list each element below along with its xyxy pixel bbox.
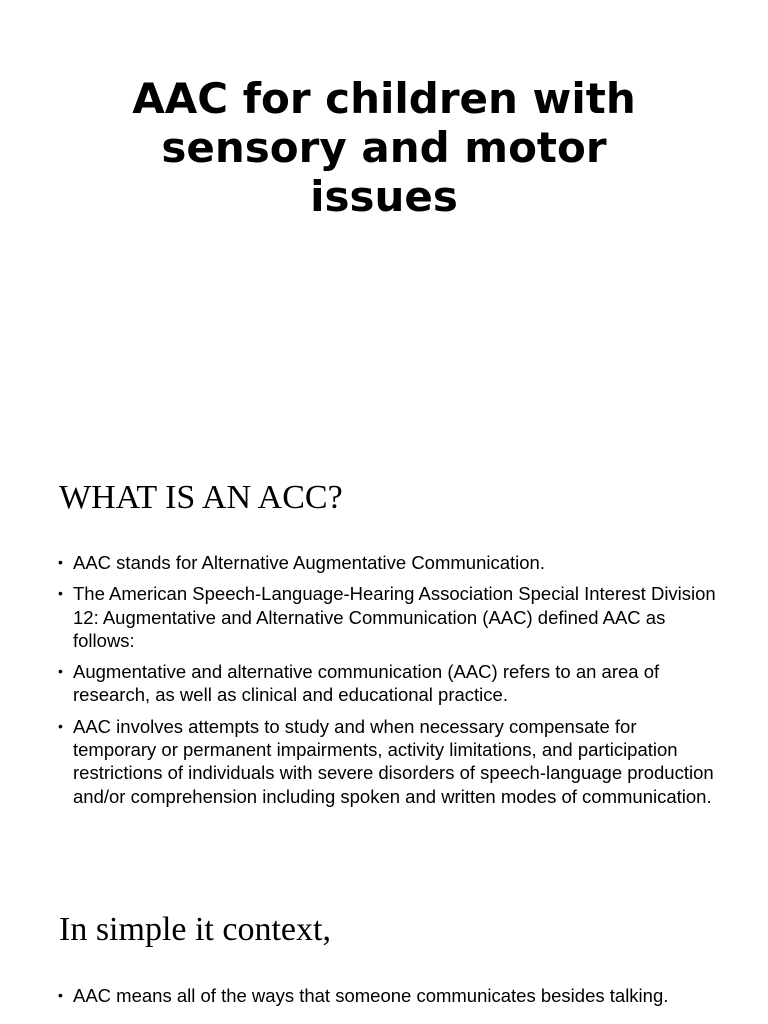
bullet-icon: • <box>58 554 63 570</box>
bullet-icon: • <box>58 717 63 734</box>
slide-title: AAC for children with sensory and motor issues <box>132 74 636 221</box>
list-item <box>56 984 716 1007</box>
bullet-text: AAC involves attempts to study and when necessary compensate for temporary or permanent impairments, activity limitations, and participation restrictions of individuals with severe disorders of speech-language production and/or comprehension including spoken and written modes of communication. <box>73 715 714 807</box>
bullet-text: AAC means all of the ways that someone communicates besides talking. <box>73 985 669 1006</box>
bullet-text: AAC stands for Alternative Augmentative Communication. <box>73 552 545 573</box>
list-item <box>56 582 716 652</box>
list-item <box>56 551 716 574</box>
bullet-icon: • <box>58 585 63 602</box>
bullet-text: Augmentative and alternative communication (AAC) refers to an area of research, as well as clinical and educational practice. <box>73 661 660 706</box>
section-heading-what-is-acc: WHAT IS AN ACC? <box>59 479 343 516</box>
bullet-text: The American Speech-Language-Hearing Association Special Interest Division 12: Augmentative and Alternative Communication (AAC) defined AAC as follows: <box>73 583 716 651</box>
bullet-list-definition <box>56 551 716 816</box>
bullet-list-simple <box>56 984 716 1015</box>
list-item <box>56 715 716 808</box>
bullet-icon: • <box>58 663 63 680</box>
bullet-icon: • <box>58 987 63 1003</box>
list-item <box>56 660 716 707</box>
section-heading-simple-context: In simple it context, <box>59 911 331 948</box>
